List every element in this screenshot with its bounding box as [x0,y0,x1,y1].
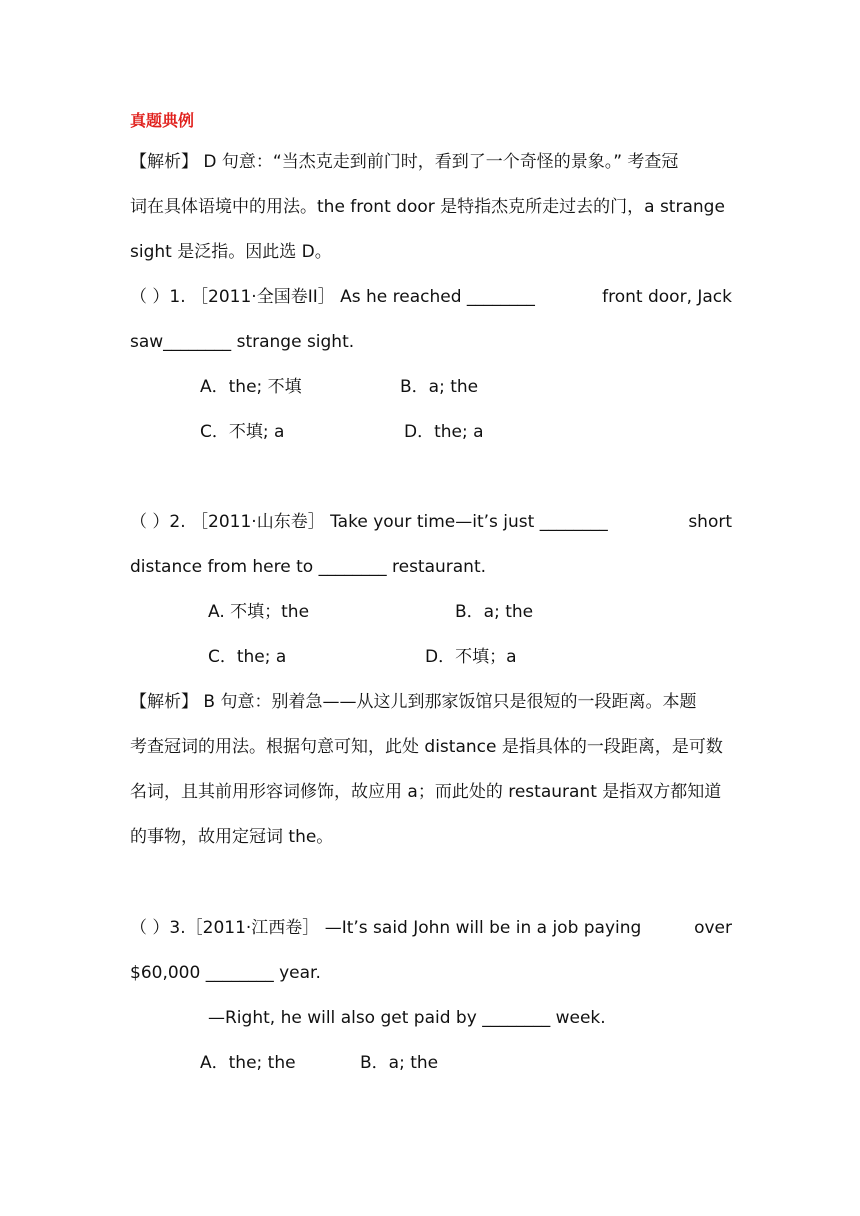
analysis-2-line-4: 的事物，故用定冠词 the。 [130,827,334,847]
question-3-line-3: —Right, he will also get paid by ________ week. [208,1008,606,1028]
analysis-2-line-3: 名词，且其前用形容词修饰，故应用 a；而此处的 restaurant 是指双方都知道 [130,782,722,802]
question-1-option-c: C．不填; a [200,422,285,442]
question-1-option-b: B．a; the [400,377,479,397]
analysis-2-line-2: 考查冠词的用法。根据句意可知，此处 distance 是指具体的一段距离，是可数 [130,737,723,757]
analysis-1-line-2: 词在具体语境中的用法。the front door 是特指杰克所走过去的门，a strange [130,197,725,217]
question-1-option-a: A．the; 不填 [200,377,302,397]
question-1-line-1-right: front door, Jack [602,287,732,307]
question-1-line-1-left: （ ）1. ［2011·全国卷II］ As he reached ________ [130,287,535,307]
question-2-option-d: D．不填；a [425,647,517,667]
question-3-line-1-left: （ ）3.［2011·江西卷］ —It’s said John will be in a job paying [130,918,642,938]
question-2-option-a: A. 不填；the [208,602,310,622]
question-3-option-a: A．the; the [200,1053,296,1073]
analysis-2-line-1: 【解析】 B 句意：别着急——从这儿到那家饭馆只是很短的一段距离。本题 [130,692,697,712]
question-3-option-b: B．a; the [360,1053,439,1073]
question-2-line-1-left: （ ）2. ［2011·山东卷］ Take your time—it’s just ________ [130,512,608,532]
section-title: 真题典例 [130,111,195,130]
question-2-line-1-right: short [688,512,732,532]
question-3-line-1 [130,917,732,939]
analysis-1-line-3: sight 是泛指。因此选 D。 [130,242,332,262]
question-1-option-d: D．the; a [404,422,484,442]
question-2-line-1 [130,511,732,533]
question-3-line-2: $60,000 ________ year. [130,963,321,983]
analysis-1-line-1: 【解析】 D 句意：“当杰克走到前门时，看到了一个奇怪的景象。” 考查冠 [130,152,679,172]
question-3-line-1-right: over [694,918,732,938]
question-1-line-2: saw________ strange sight. [130,332,355,352]
question-2-option-b: B．a; the [455,602,534,622]
question-1-line-1 [130,286,732,308]
question-2-line-2: distance from here to ________ restaurant. [130,557,487,577]
question-2-option-c: C．the; a [208,647,287,667]
